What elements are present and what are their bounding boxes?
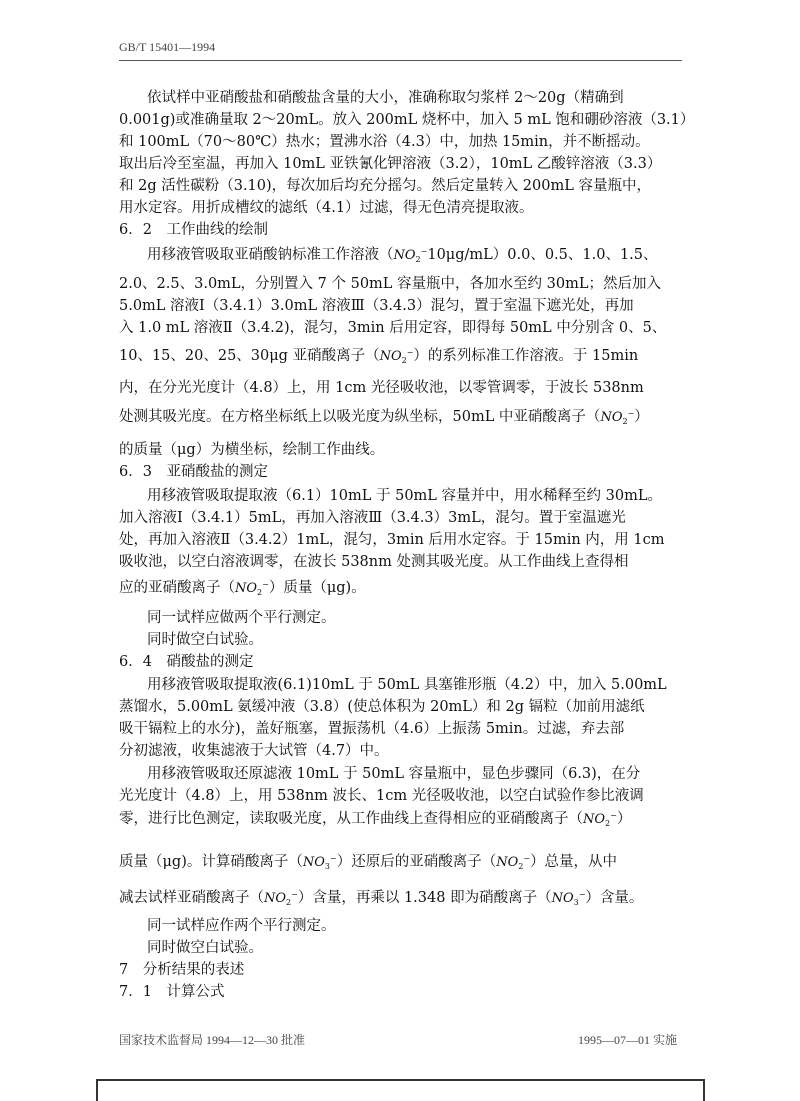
p1-line-4: 取出后冷至室温，再加入 10mL 亚铁氰化钾溶液（3.2），10mL 乙酸锌溶液（3.3） xyxy=(119,156,662,172)
p4-line-5: 用移液管吸取还原滤液 10mL 于 50mL 容量瓶中，显色步骤同（6.3)，在分 xyxy=(147,766,641,782)
p2-line-1 xyxy=(147,243,658,264)
p2-line-4: 入 1.0 mL 溶液Ⅱ（3.4.2)，混匀，3min 后用定容，即得每 50mL 中分别含 0、5、 xyxy=(119,320,667,336)
section-heading-7-1: 7．1 计算公式 xyxy=(119,984,225,1000)
p2-line-7 xyxy=(119,405,649,426)
section-heading-6-3: 6．3 亚硝酸盐的测定 xyxy=(119,464,268,480)
p4-line-8 xyxy=(119,850,617,871)
p1-line-3: 和 100mL（70～80℃）热水；置沸水浴（4.3）中，加热 15min，并不断摇动。 xyxy=(119,134,650,150)
p1-line-5: 和 2g 活性碳粉（3.10)，每次加后均充分摇匀。然后定量转入 200mL 容量瓶中， xyxy=(119,178,651,194)
implementation-footer: 1995—07—01 实施 xyxy=(578,1033,678,1047)
p1-line-2: 0.001g)或准确量取 2～20mL。放入 200mL 烧杯中，加入 5 mL 饱和硼砂溶液（3.1） xyxy=(119,112,695,128)
nitrite-formula: $NO_2^-$ xyxy=(264,890,298,907)
p3-line-4: 吸收池，以空白溶液调零，在波长 538nm 处测其吸光度。从工作曲线上查得相 xyxy=(119,554,629,570)
p3-line-5 xyxy=(119,576,366,597)
p4-line-9 xyxy=(119,886,643,907)
p4-line-3: 吸干镉粒上的水分)，盖好瓶塞，置振荡机（4.6）上振荡 5min。过滤，弃去部 xyxy=(119,721,625,737)
p4-line-8-text-b: ）还原后的亚硝酸离子（ xyxy=(336,854,497,870)
p2-line-1-text-b: 10μg/mL）0.0、0.5、1.0、1.5、 xyxy=(427,247,658,263)
p4-line-11: 同时做空白试验。 xyxy=(147,940,263,956)
p4-line-9-text-c: ）含量。 xyxy=(585,890,644,906)
section-heading-6-4: 6．4 硝酸盐的测定 xyxy=(119,654,254,670)
section-heading-7: 7 分析结果的表述 xyxy=(119,962,245,978)
p2-line-1-text-a: 用移液管吸取亚硝酸钠标准工作溶液（ xyxy=(147,247,394,263)
p4-line-7 xyxy=(119,807,631,828)
nitrite-formula: $NO_2^-$ xyxy=(393,247,428,264)
p4-line-7-text-b: ） xyxy=(616,811,632,827)
p4-line-8-text-a: 质量（μg)。计算硝酸离子（ xyxy=(119,854,303,870)
p4-line-9-text-a: 减去试样亚硝酸离子（ xyxy=(119,890,264,906)
p1-line-1: 依试样中亚硝酸盐和硝酸盐含量的大小，准确称取匀浆样 2～20g（精确到 xyxy=(147,90,624,106)
p3-line-7: 同时做空白试验。 xyxy=(147,632,263,648)
p3-line-5-text-b: ）质量（μg)。 xyxy=(268,580,366,596)
p4-line-4: 分初滤液，收集滤液于大试管（4.7）中。 xyxy=(119,743,389,759)
p3-line-5-text-a: 应的亚硝酸离子（ xyxy=(119,580,235,596)
header-rule xyxy=(119,60,682,61)
p2-line-5 xyxy=(119,344,638,365)
p4-line-7-text-a: 零，进行比色测定，读取吸光度，从工作曲线上查得相应的亚硝酸离子（ xyxy=(119,811,583,827)
nitrite-formula: $NO_2^-$ xyxy=(600,409,635,426)
p2-line-7-text-a: 处测其吸光度。在方格坐标纸上以吸光度为纵坐标，50mL 中亚硝酸离子（ xyxy=(119,409,601,425)
p2-line-6: 内，在分光光度计（4.8）上，用 1cm 光径吸收池，以零管调零，于波长 538nm xyxy=(119,380,644,396)
standard-code-header: GB/T 15401—1994 xyxy=(119,40,216,54)
nitrite-formula: $NO_2^-$ xyxy=(496,854,531,871)
p2-line-8: 的质量（μg）为横坐标，绘制工作曲线。 xyxy=(119,442,385,458)
nitrite-formula: $NO_2^-$ xyxy=(379,348,414,365)
p4-line-8-text-c: ）总量，从中 xyxy=(530,854,618,870)
nitrite-formula: $NO_2^-$ xyxy=(235,580,269,597)
p3-line-3: 处，再加入溶液Ⅱ（3.4.2）1mL，混匀，3min 后用水定容。于 15min 内，用 1cm xyxy=(119,532,665,548)
nitrate-formula: $NO_3^-$ xyxy=(551,890,586,907)
p1-line-6: 用水定容。用折成槽纹的滤纸（4.1）过滤，得无色清亮提取液。 xyxy=(119,200,534,216)
p2-line-5-text-b: ）的系列标准工作溶液。于 15min xyxy=(413,348,639,364)
next-page-frame xyxy=(96,1079,705,1101)
p2-line-7-text-b: ） xyxy=(634,409,649,425)
nitrite-formula: $NO_2^-$ xyxy=(583,811,617,828)
p4-line-10: 同一试样应作两个平行测定。 xyxy=(147,918,336,934)
section-heading-6-2: 6．2 工作曲线的绘制 xyxy=(119,222,268,238)
p2-line-3: 5.0mL 溶液Ⅰ（3.4.1）3.0mL 溶液Ⅲ（3.4.3）混匀，置于室温下遮光处，再加 xyxy=(119,298,634,314)
p3-line-1: 用移液管吸取提取液（6.1）10mL 于 50mL 容量并中，用水稀释至约 30mL。 xyxy=(147,488,662,504)
p4-line-9-text-b: ）含量，再乘以 1.348 即为硝酸离子（ xyxy=(297,890,552,906)
p2-line-5-text-a: 10、15、20、25、30μg 亚硝酸离子（ xyxy=(119,348,380,364)
p4-line-2: 蒸馏水，5.00mL 氨缓冲液（3.8）(使总体积为 20mL）和 2g 镉粒（加前用滤纸 xyxy=(119,699,645,715)
p4-line-1: 用移液管吸取提取液(6.1)10mL 于 50mL 具塞锥形瓶（4.2）中，加入 5.00mL xyxy=(147,677,667,693)
p3-line-6: 同一试样应做两个平行测定。 xyxy=(147,610,336,626)
nitrate-formula: $NO_3^-$ xyxy=(302,854,337,871)
approval-footer: 国家技术监督局 1994—12—30 批准 xyxy=(119,1033,306,1047)
p2-line-2: 2.0、2.5、3.0mL，分别置入 7 个 50mL 容量瓶中，各加水至约 30mL；然后加入 xyxy=(119,276,661,292)
p4-line-6: 光光度计（4.8）上，用 538nm 波长、1cm 光径吸收池，以空白试验作参比液调 xyxy=(119,788,644,804)
p3-line-2: 加入溶液Ⅰ（3.4.1）5mL，再加入溶液Ⅲ（3.4.3）3mL，混匀。置于室温遮光 xyxy=(119,510,626,526)
